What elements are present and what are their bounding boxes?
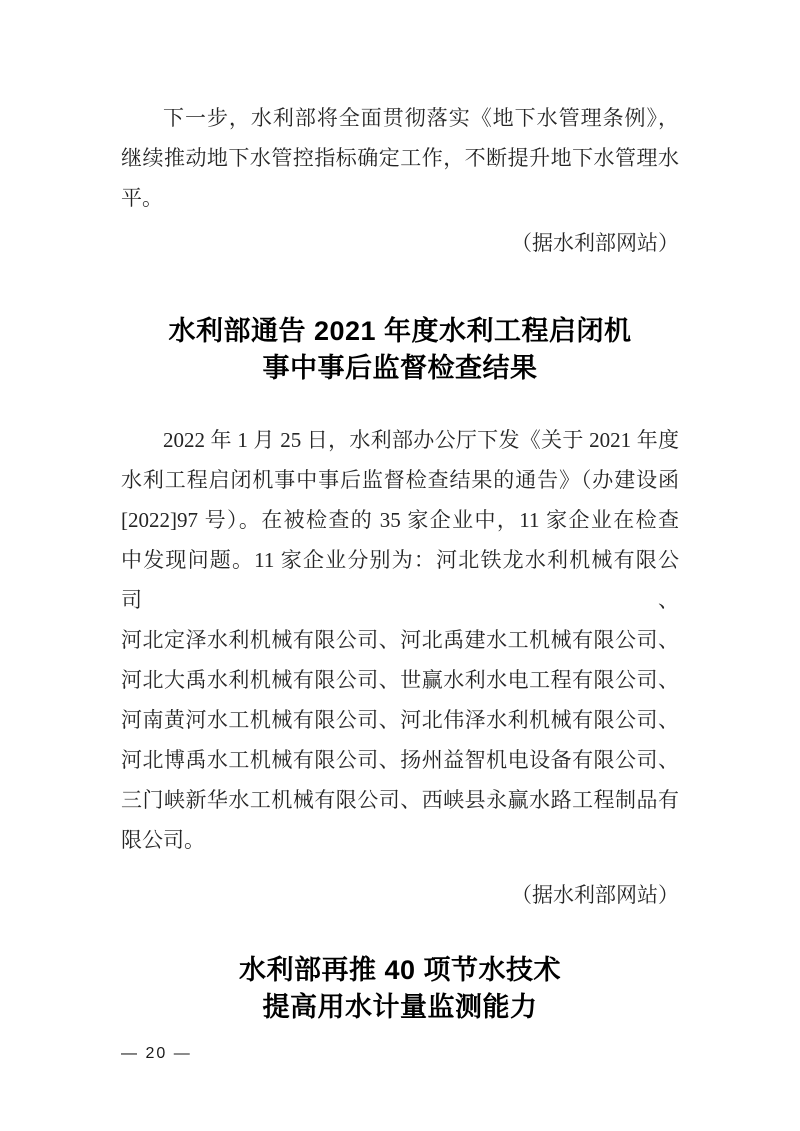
- paragraph-line: 河北定泽水利机械有限公司、河北禹建水工机械有限公司、: [121, 628, 679, 652]
- paragraph-line: 河北博禹水工机械有限公司、扬州益智机电设备有限公司、: [121, 748, 679, 772]
- paragraph-line: 中发现问题。11 家企业分别为：河北铁龙水利机械有限公司、: [121, 548, 679, 612]
- source-attribution: （据水利部网站）: [511, 883, 679, 907]
- article-title-line2: 事中事后监督检查结果: [262, 353, 538, 383]
- article-title: [121, 313, 679, 387]
- article-title-line1: 水利部再推 40 项节水技术: [238, 955, 562, 985]
- paragraph-line: 2022 年 1 月 25 日，水利部办公厅下发《关于 2021 年度: [163, 428, 679, 452]
- article-title: [121, 952, 679, 1026]
- paragraph-line: 河南黄河水工机械有限公司、河北伟泽水利机械有限公司、: [121, 708, 679, 732]
- paragraph-line: 平。: [121, 186, 163, 210]
- source-attribution: （据水利部网站）: [511, 231, 679, 255]
- paragraph-line: 继续推动地下水管控指标确定工作，不断提升地下水管理水: [121, 146, 679, 170]
- paragraph-line: 三门峡新华水工机械有限公司、西峡县永赢水路工程制品有: [121, 788, 679, 812]
- notice-article-paragraph: [121, 420, 679, 860]
- page-number: — 20 —: [121, 1045, 192, 1062]
- paragraph-line: 河北大禹水利机械有限公司、世赢水利水电工程有限公司、: [121, 668, 679, 692]
- paragraph-line: [2022]97 号）。在被检查的 35 家企业中，11 家企业在检查: [121, 508, 679, 532]
- prev-article-paragraph: [121, 98, 679, 218]
- page-content: [0, 98, 800, 1026]
- article-title-line1: 水利部通告 2021 年度水利工程启闭机: [168, 316, 632, 346]
- paragraph-line: 限公司。: [121, 828, 205, 852]
- paragraph-line: 水利工程启闭机事中事后监督检查结果的通告》（办建设函: [121, 468, 679, 492]
- article-title-line2: 提高用水计量监测能力: [262, 992, 538, 1022]
- paragraph-line: 下一步，水利部将全面贯彻落实《地下水管理条例》，: [163, 106, 679, 130]
